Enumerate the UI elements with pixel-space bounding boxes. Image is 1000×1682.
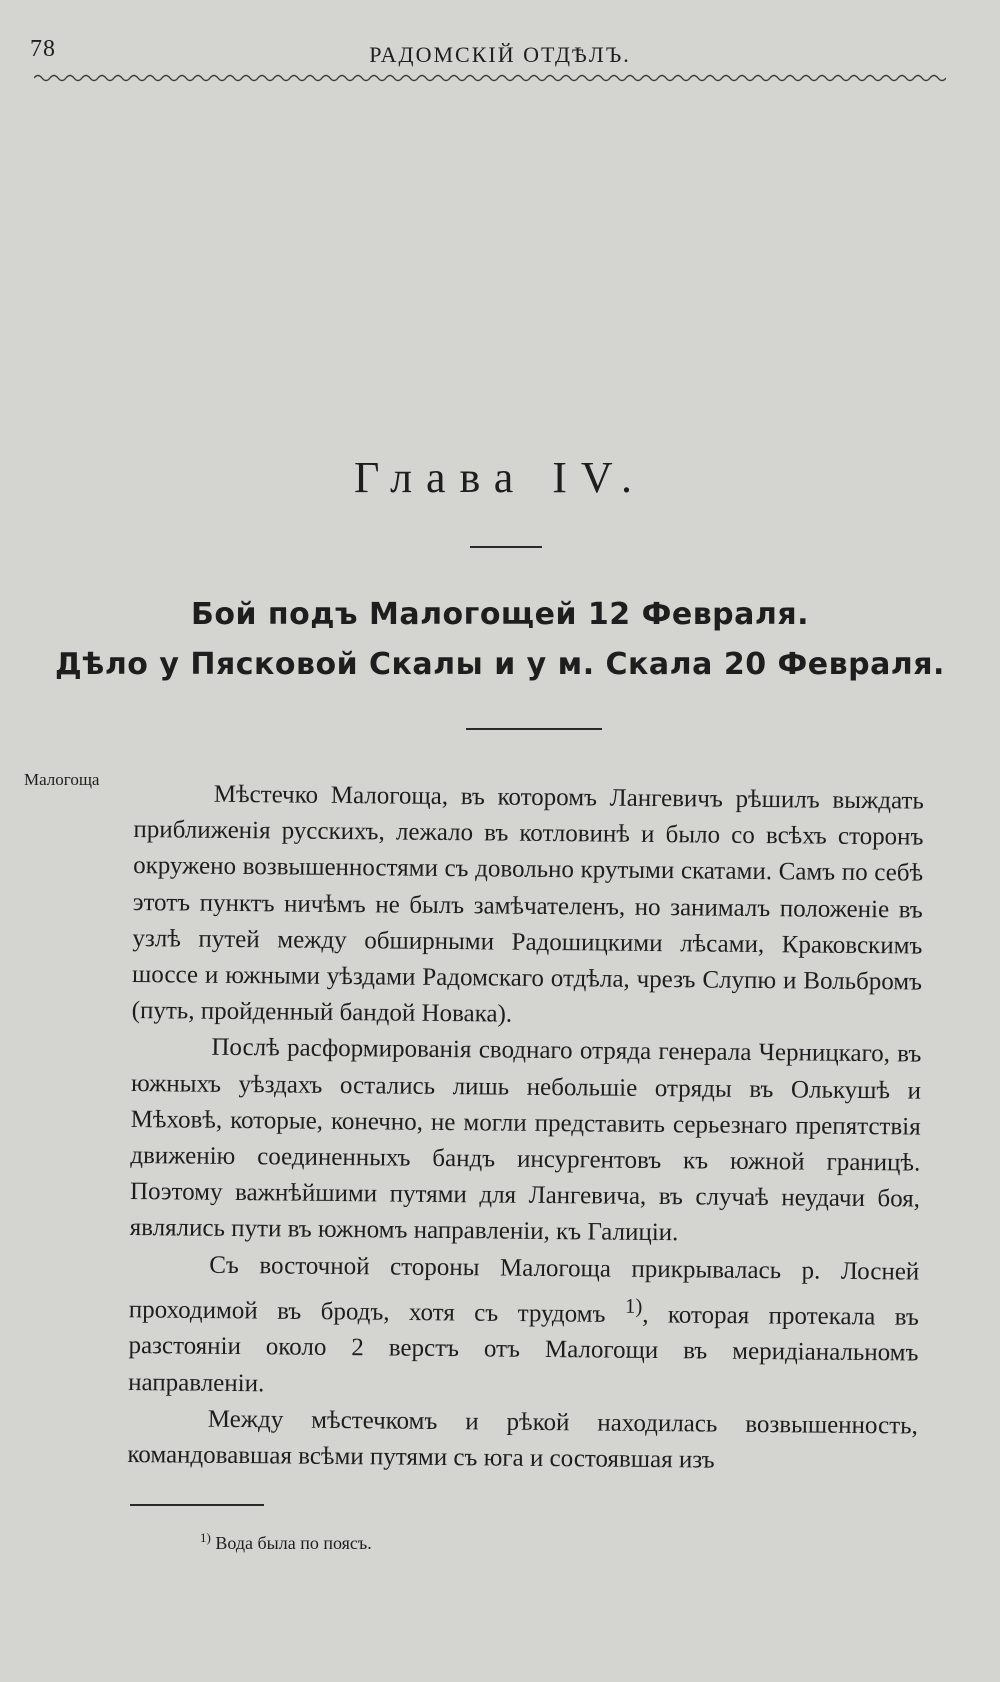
page-number: 78: [30, 36, 56, 62]
footnote-mark: 1): [200, 1530, 211, 1545]
body-text: [127, 776, 924, 1481]
paragraph-2: Послѣ расформированія своднаго отряда генерала Черницкаго, въ южныхъ уѣздахъ остались лишь небольшіе отряды въ Олькушѣ и Мѣховѣ, которые, конечно, не могли представить серьезнаго препятствія движенію соединенныхъ бандъ инсургентовъ къ южной границѣ. Поэтому важнѣйшими путями для Лангевича, въ случаѣ неудачи боя, являлись пути въ южномъ направленіи, къ Галиціи.: [129, 1034, 922, 1247]
chapter-subtitle-line-1: Бой подъ Малогощей 12 Февраля.: [190, 597, 810, 632]
title-divider: [470, 546, 542, 548]
footnote: [200, 1530, 372, 1554]
margin-note: Малогоща: [24, 770, 100, 789]
subtitle-divider: [466, 728, 602, 730]
footnote-reference: 1): [624, 1293, 643, 1318]
paragraph-4: Между мѣстечкомъ и рѣкой находилась возвышенность, командовавшая всѣми путями съ юга и состоявшая изъ: [127, 1405, 918, 1474]
footnote-divider: [130, 1504, 264, 1506]
running-head: РАДОМСКІЙ ОТДѢЛЪ.: [369, 42, 631, 67]
paragraph-1: Мѣстечко Малогоща, въ которомъ Лангевичъ рѣшилъ выждать приближенія русскихъ, лежало въ котловинѣ и было со всѣхъ сторонъ окружено возвышенностями съ довольно крутыми скатами. Самъ по себѣ этотъ пунктъ ничѣмъ не былъ замѣчателенъ, но занималъ положеніе въ узлѣ путей между обширными Радошицкими лѣсами, Краковскимъ шоссе и южными уѣздами Радомскаго отдѣла, чрезъ Слупю и Вольбромъ (путь, пройденный бандой Новака).: [131, 780, 924, 1028]
wavy-rule: [34, 70, 946, 86]
paragraph-3: [128, 1247, 919, 1409]
chapter-subtitle-line-2: Дѣло у Пясковой Скалы и у м. Скала 20 Февраля.: [55, 647, 945, 682]
footnote-text: Вода была по поясъ.: [215, 1533, 372, 1553]
paragraph-3-text-start: Съ восточной стороны Малогоща прикрывалась р. Лосней проходимой въ бродъ, хотя съ трудомъ: [128, 1251, 920, 1328]
paragraph-3-text-end: , которая протекала въ разстояніи около 2 верстъ отъ Малогощи въ меридіанальномъ направленіи.: [128, 1301, 919, 1397]
chapter-title: Глава IV.: [353, 453, 647, 502]
